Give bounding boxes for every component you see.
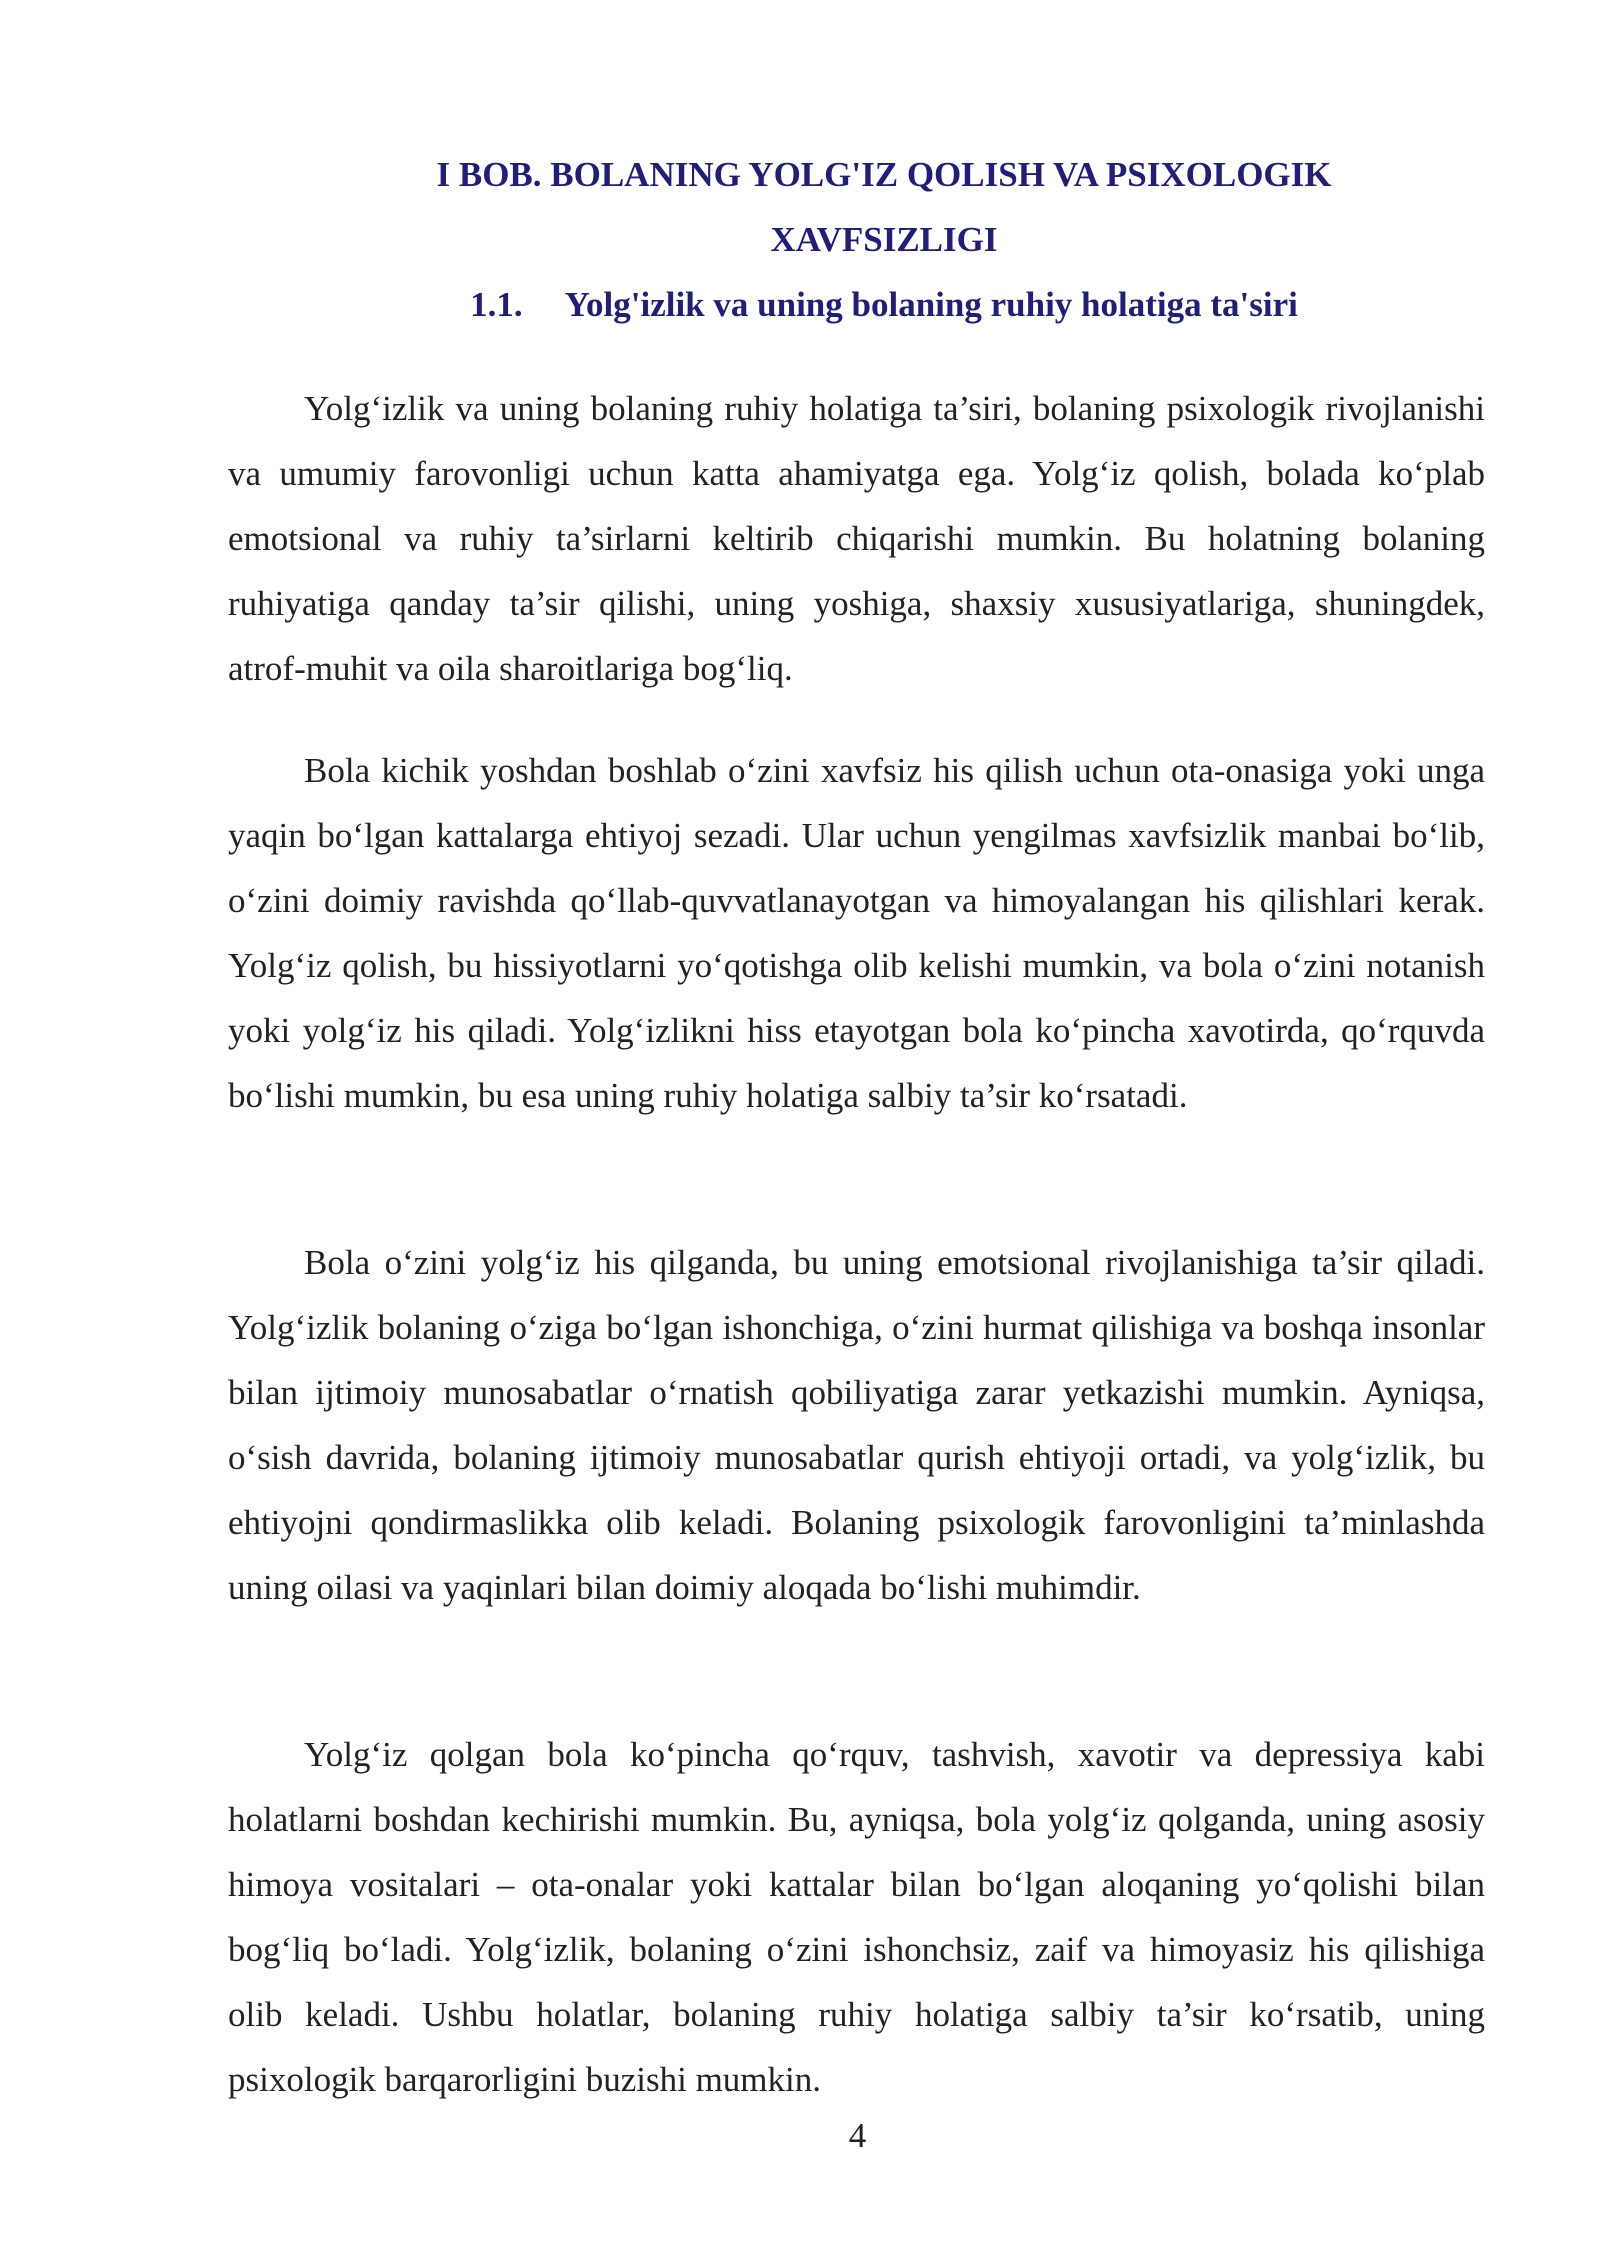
paragraph-2: Bola kichik yoshdan boshlab o‘zini xavfsiz his qilish uchun ota-onasiga yoki unga yaqin bo‘lgan kattalarga ehtiyoj sezadi. Ular uchun yengilmas xavfsizlik manbai bo‘lib, o‘zini doimiy ravishda qo‘llab-quvvatlanayotgan va himoyalangan his qilishlari kerak. Yolg‘iz qolish, bu hissiyotlarni yo‘qotishga olib kelishi mumkin, va bola o‘zini notanish yoki yolg‘iz his qiladi. Yolg‘izlikni hiss etayotgan bola ko‘pincha xavotirda, qo‘rquvda bo‘lishi mumkin, bu esa uning ruhiy holatiga salbiy ta’sir ko‘rsatadi. <box>228 751 1485 1115</box>
chapter-title-line2: XAVFSIZLIGI <box>770 220 998 259</box>
section-title-text: Yolg'izlik va uning bolaning ruhiy holatiga ta'siri <box>564 285 1298 324</box>
page-number: 4 <box>848 2116 867 2155</box>
section-title <box>228 272 1540 337</box>
paragraph-1: Yolg‘izlik va uning bolaning ruhiy holatiga ta’siri, bolaning psixologik rivojlanishi va umumiy farovonligi uchun katta ahamiyatga ega. Yolg‘iz qolish, bolada ko‘plab emotsional va ruhiy ta’sirlarni keltirib chiqarishi mumkin. Bu holatning bolaning ruhiyatiga qanday ta’sir qilishi, uning yoshiga, shaxsiy xususiyatlariga, shuningdek, atrof-muhit va oila sharoitlariga bog‘liq. <box>228 389 1485 688</box>
section-number: 1.1. <box>470 285 523 324</box>
paragraph-4: Yolg‘iz qolgan bola ko‘pincha qo‘rquv, tashvish, xavotir va depressiya kabi holatlarni boshdan kechirishi mumkin. Bu, ayniqsa, bola yolg‘iz qolganda, uning asosiy himoya vositalari – ota-onalar yoki kattalar bilan bo‘lgan aloqaning yo‘qolishi bilan bog‘liq bo‘ladi. Yolg‘izlik, bolaning o‘zini ishonchsiz, zaif va himoyasiz his qilishiga olib keladi. Ushbu holatlar, bolaning ruhiy holatiga salbiy ta’sir ko‘rsatib, uning psixologik barqarorligini buzishi mumkin. <box>228 1735 1485 2099</box>
paragraph-3: Bola o‘zini yolg‘iz his qilganda, bu uning emotsional rivojlanishiga ta’sir qiladi. Yolg‘izlik bolaning o‘ziga bo‘lgan ishonchiga, o‘zini hurmat qilishiga va boshqa insonlar bilan ijtimoiy munosabatlar o‘rnatish qobiliyatiga zarar yetkazishi mumkin. Ayniqsa, o‘sish davrida, bolaning ijtimoiy munosabatlar qurish ehtiyoji ortadi, va yolg‘izlik, bu ehtiyojni qondirmaslikka olib keladi. Bolaning psixologik farovonligini ta’minlashda uning oilasi va yaqinlari bilan doimiy aloqada bo‘lishi muhimdir. <box>228 1243 1485 1607</box>
chapter-title-line1: I BOB. BOLANING YOLG'IZ QOLISH VA PSIXOLOGIK <box>436 155 1332 194</box>
chapter-title <box>228 142 1540 272</box>
